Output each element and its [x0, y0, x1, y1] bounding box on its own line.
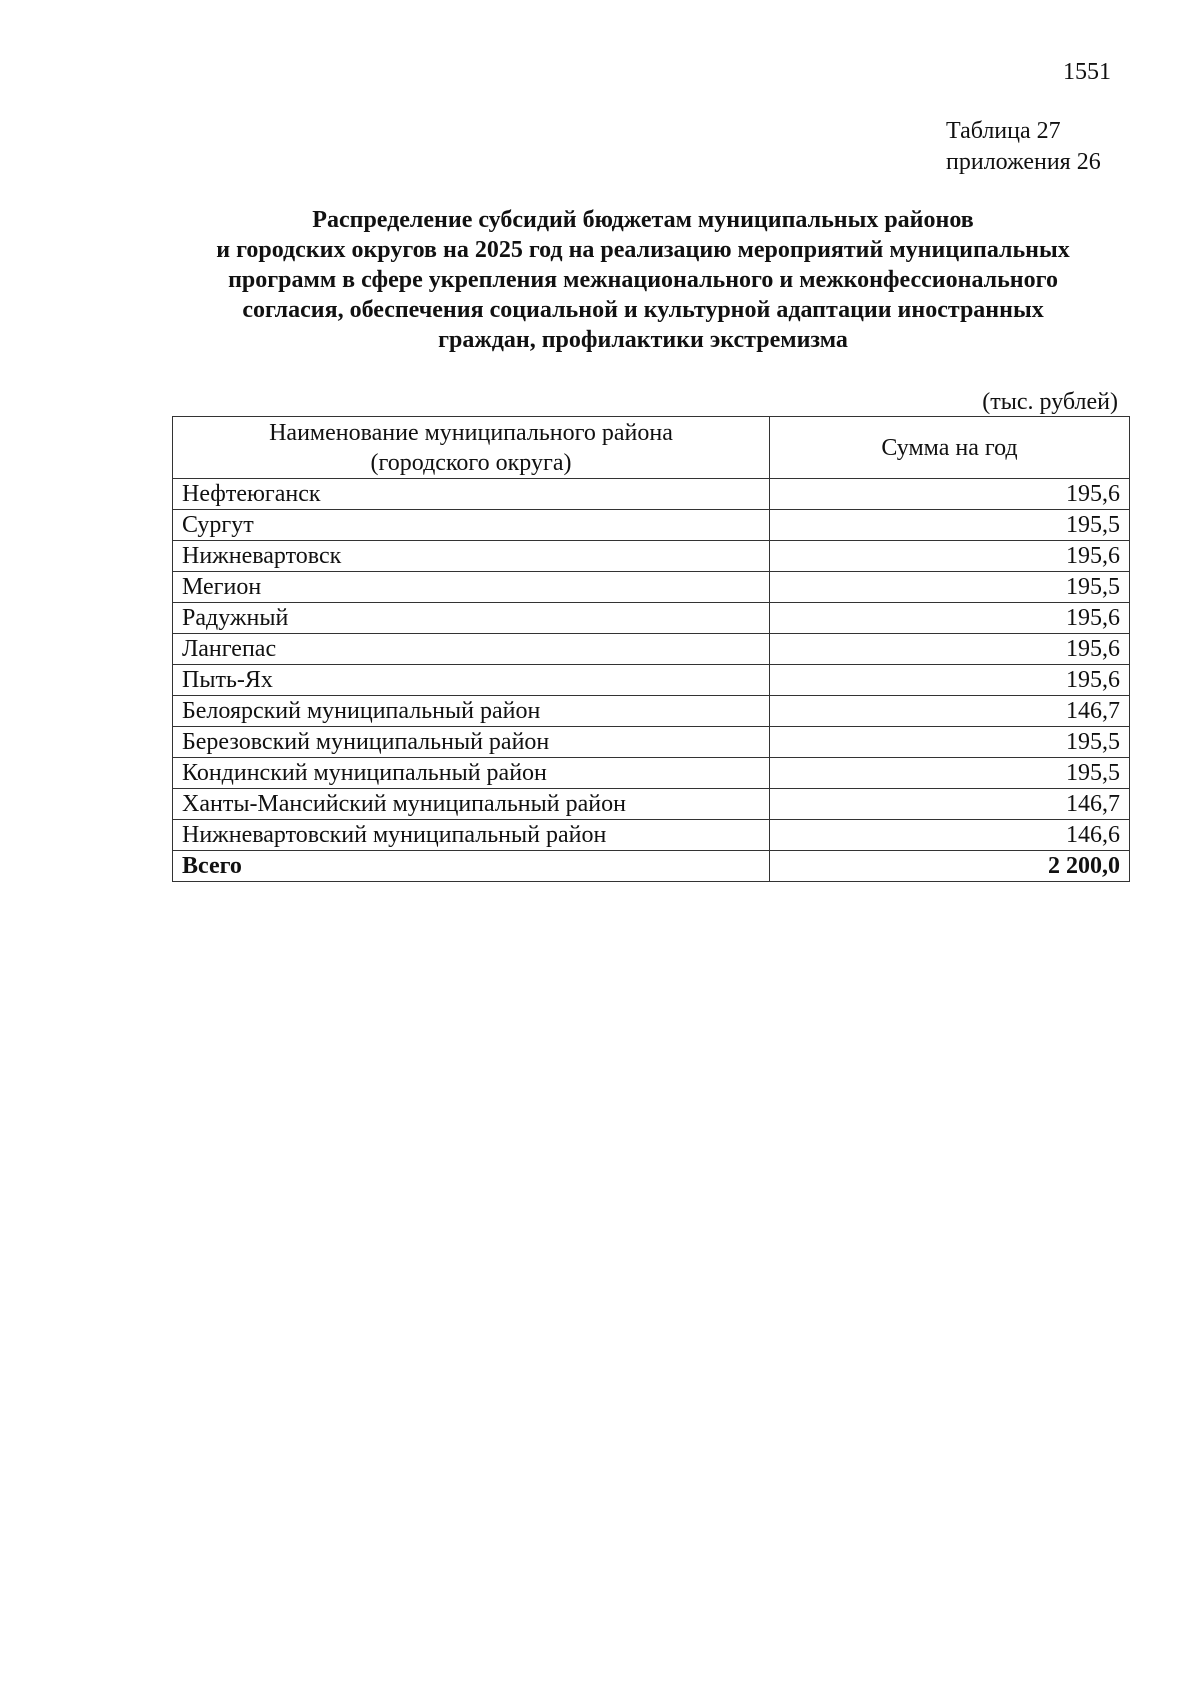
cell-amount: 195,6 [770, 634, 1130, 665]
header-amount-column: Сумма на год [770, 417, 1130, 479]
table-row [173, 572, 1130, 603]
cell-amount: 146,7 [770, 789, 1130, 820]
cell-name: Ханты-Мансийский муниципальный район [173, 789, 770, 820]
page-number: 1551 [1063, 59, 1111, 85]
cell-name: Березовский муниципальный район [173, 727, 770, 758]
table-row [173, 789, 1130, 820]
cell-amount: 195,5 [770, 727, 1130, 758]
table-row [173, 758, 1130, 789]
cell-amount: 146,7 [770, 696, 1130, 727]
document-title [160, 205, 1126, 355]
cell-name: Нижневартовский муниципальный район [173, 820, 770, 851]
cell-amount: 195,5 [770, 572, 1130, 603]
table-row [173, 820, 1130, 851]
cell-name: Нефтеюганск [173, 479, 770, 510]
cell-name: Сургут [173, 510, 770, 541]
header-name-line: (городского округа) [370, 449, 572, 476]
title-line: и городских округов на 2025 год на реализацию мероприятий муниципальных [216, 237, 1070, 263]
header-name-line: Наименование муниципального района [269, 419, 673, 446]
subsidy-table [172, 416, 1130, 882]
cell-amount: 195,6 [770, 603, 1130, 634]
table-row [173, 541, 1130, 572]
cell-amount: 195,5 [770, 758, 1130, 789]
cell-name: Лангепас [173, 634, 770, 665]
header-name-column [173, 417, 770, 479]
table-header-row [173, 417, 1130, 479]
table-row [173, 479, 1130, 510]
unit-note: (тыс. рублей) [982, 389, 1118, 415]
title-line: согласия, обеспечения социальной и культурной адаптации иностранных [242, 297, 1044, 323]
title-line: граждан, профилактики экстремизма [438, 327, 848, 353]
cell-name: Нижневартовск [173, 541, 770, 572]
table-total-row [173, 851, 1130, 882]
cell-name: Белоярский муниципальный район [173, 696, 770, 727]
title-line: Распределение субсидий бюджетам муниципальных районов [312, 207, 974, 233]
cell-amount: 195,6 [770, 541, 1130, 572]
table-row [173, 510, 1130, 541]
table-row [173, 603, 1130, 634]
table-row [173, 634, 1130, 665]
table-reference [946, 116, 1101, 178]
cell-name: Кондинский муниципальный район [173, 758, 770, 789]
total-label: Всего [173, 851, 770, 882]
table-row [173, 696, 1130, 727]
cell-amount: 195,6 [770, 665, 1130, 696]
table-row [173, 665, 1130, 696]
cell-amount: 146,6 [770, 820, 1130, 851]
cell-name: Радужный [173, 603, 770, 634]
table-reference-number: Таблица 27 [946, 118, 1061, 144]
table-reference-appendix: приложения 26 [946, 149, 1101, 175]
cell-name: Пыть-Ях [173, 665, 770, 696]
cell-amount: 195,6 [770, 479, 1130, 510]
cell-name: Мегион [173, 572, 770, 603]
total-amount: 2 200,0 [770, 851, 1130, 882]
title-line: программ в сфере укрепления межнационального и межконфессионального [228, 267, 1058, 293]
cell-amount: 195,5 [770, 510, 1130, 541]
table-row [173, 727, 1130, 758]
